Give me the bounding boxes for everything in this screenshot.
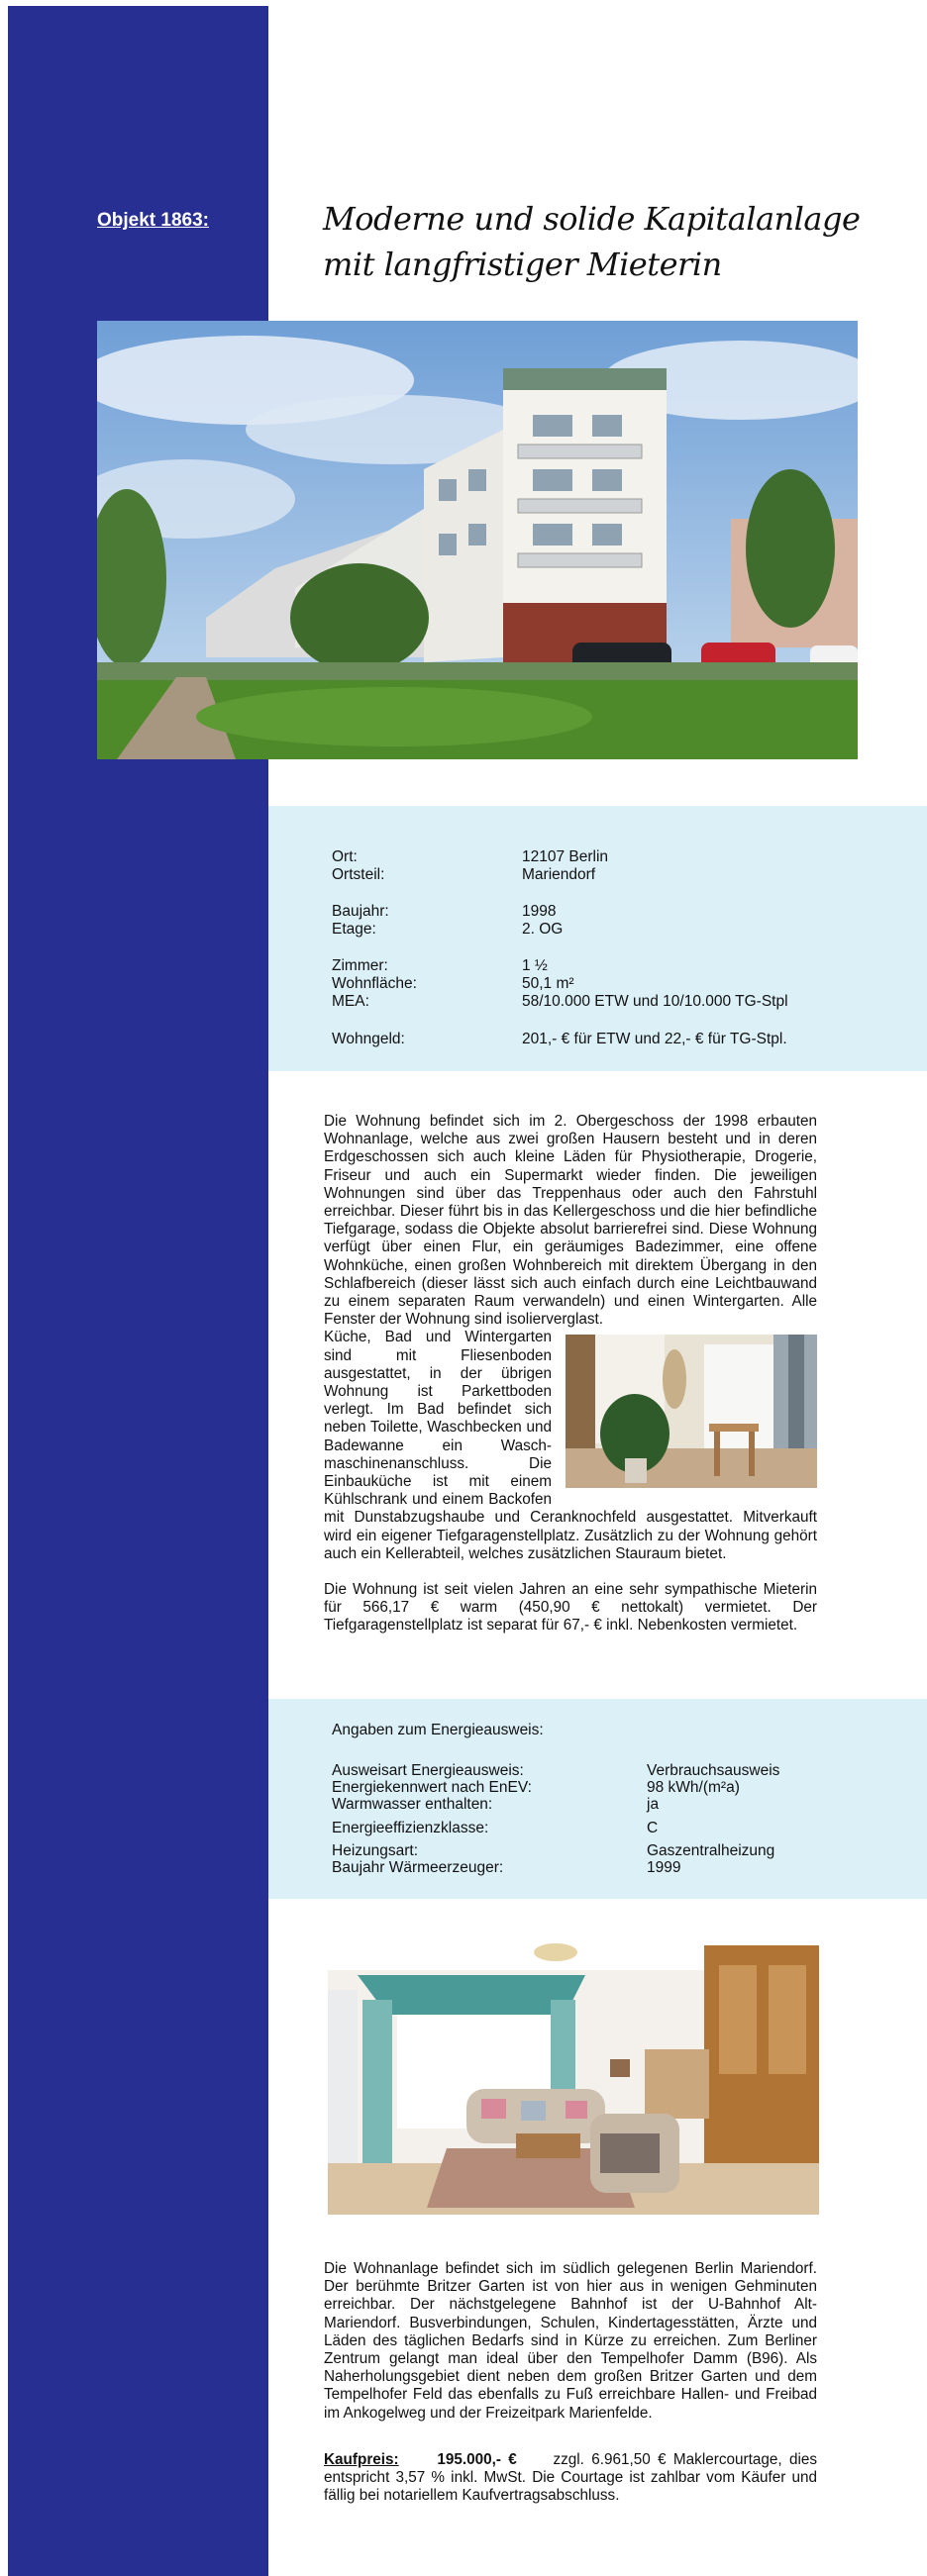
fact-value-wohnflaeche: 50,1 m²: [522, 975, 574, 992]
description-paragraph-rent: Die Wohnung ist seit vielen Jahren an eine sehr sympathische Mieterin für 566,17 € warm (450,90 € nettokalt) vermietet. Der Tiefgaragenstellplatz ist separat für 67,- € inkl. Nebenkosten vermietet.: [324, 1581, 817, 1635]
energy-label-klasse: Energieeffizienzklasse:: [332, 1820, 489, 1836]
fact-label-zimmer: Zimmer:: [332, 957, 388, 974]
fact-label-ortsteil: Ortsteil:: [332, 866, 385, 883]
fact-value-ort: 12107 Berlin: [522, 848, 609, 865]
title-line-2: mit langfristiger Mieterin: [323, 246, 722, 283]
energy-label-heizungsart: Heizungsart:: [332, 1842, 419, 1859]
fact-value-baujahr: 1998: [522, 903, 557, 920]
energy-value-heizungsart: Gaszentralheizung: [647, 1842, 775, 1859]
fact-value-mea: 58/10.000 ETW und 10/10.000 TG-Stpl: [522, 993, 788, 1010]
energy-value-baujahr-erzeuger: 1999: [647, 1859, 681, 1876]
kitchen-photo: [566, 1335, 817, 1488]
fact-label-mea: MEA:: [332, 993, 369, 1010]
fact-value-wohngeld: 201,- € für ETW und 22,- € für TG-Stpl.: [522, 1031, 787, 1047]
energy-value-klasse: C: [647, 1820, 659, 1836]
energy-value-warmwasser: ja: [647, 1796, 660, 1813]
location-text: [324, 2260, 817, 2423]
fact-label-wohngeld: Wohngeld:: [332, 1031, 405, 1047]
fact-label-etage: Etage:: [332, 921, 376, 938]
building-photo: [97, 321, 858, 759]
title-line-1: Moderne und solide Kapitalanlage: [323, 200, 861, 238]
energy-value-kennwert: 98 kWh/(m²a): [647, 1779, 740, 1796]
energy-label-baujahr-erzeuger: Baujahr Wärmeerzeuger:: [332, 1859, 504, 1876]
living-room-photo: [328, 1940, 819, 2215]
price-label: Kaufpreis:: [324, 2451, 399, 2468]
price-amount: 195.000,- €: [437, 2451, 517, 2468]
energy-heading: Angaben zum Energieausweis:: [332, 1722, 544, 1738]
description-text: [324, 1113, 817, 1635]
location-paragraph: Die Wohnanlage befindet sich im südlich gelegenen Berlin Mariendorf. Der berühmte Britzer Garten ist von hier aus in wenigen Gehminuten erreichbar. Der nächstgelegene Bahnhof ist der U-Bahnhof Alt-Mariendorf. Busverbindungen, Schulen, Kindertagesstätten, Ärzte und Läden des täglichen Bedarfs sind in Kürze zu erreichen. Zum Berliner Zentrum gelangt man ideal über den Tempelhofer Damm (B96). Als Naherholungsgebiet dient neben dem großen Britzer Garten und dem Tempelhofer Feld das ebenfalls zu Fuß erreichbare Hallen- und Freibad im Ankogelweg und der Freizeitpark Marienfelde.: [324, 2260, 817, 2422]
energy-label-ausweisart: Ausweisart Energieausweis:: [332, 1762, 524, 1779]
energy-label-kennwert: Energiekennwert nach EnEV:: [332, 1779, 532, 1796]
energy-label-warmwasser: Warmwasser enthalten:: [332, 1796, 493, 1813]
price-section: [324, 2451, 817, 2506]
fact-label-wohnflaeche: Wohnfläche:: [332, 975, 417, 992]
price-note-line1: zzgl. 6.961,50 € Maklercourtage, dies: [553, 2451, 818, 2468]
fact-label-baujahr: Baujahr:: [332, 903, 389, 920]
energy-value-ausweisart: Verbrauchsausweis: [647, 1762, 780, 1779]
page-title: [323, 196, 877, 287]
price-note-rest: entspricht 3,57 % inkl. MwSt. Die Courtage ist zahlbar vom Käufer und fällig bei notariellem Kaufvertragsabschluss.: [324, 2469, 817, 2505]
object-number-label: Objekt 1863:: [97, 210, 209, 231]
fact-label-ort: Ort:: [332, 848, 358, 865]
description-paragraph-2: Küche, Bad und Wintergarten sind mit Fliesenboden ausgestattet, in der übrigen Wohnung ist Parkettboden verlegt. Im Bad befindet sich neben Toilette, Waschbecken und Badewanne ein Waschmaschinenanschluss. Die Einbauküche ist mit einem Kühlschrank und einem Backofen mit Dunstabzugshaube und Ceranknochfeld ausgestattet. Mitverkauft wird ein eigener Tiefgaragenstellplatz. Zusätzlich zu der Wohnung gehört auch ein Kellerabteil, welches zusätzlichen Stauraum bietet.: [324, 1329, 817, 1562]
description-paragraph-1: Die Wohnung befindet sich im 2. Obergeschoss der 1998 erbauten Wohnanlage, welche aus zwei großen Hausern besteht und in deren Erdgeschossen sich auch kleine Läden für Physiotherapie, Drogerie, Friseur und auch ein Supermarkt wieder finden. Die jeweiligen Wohnungen sind über das Treppenhaus oder auch den Fahrstuhl erreichbar. Dieser führt bis in das Kellergeschoss und die hier befindliche Tiefgarage, sodass die Objekte absolut barrierefrei sind. Diese Wohnung verfügt über einen Flur, ein geräumiges Badezimmer, eine offene Wohnküche, einen großen Wohnbereich mit direktem Übergang in den Schlafbereich (dieser lässt sich auch einfach durch eine Leichtbauwand zu einem separaten Raum verwandeln) und einen Wintergarten. Alle Fenster der Wohnung sind isolierverglast.: [324, 1113, 817, 1329]
fact-value-etage: 2. OG: [522, 921, 564, 938]
fact-value-ortsteil: Mariendorf: [522, 866, 596, 883]
fact-value-zimmer: 1 ½: [522, 957, 548, 974]
price-paragraph: [324, 2451, 817, 2506]
